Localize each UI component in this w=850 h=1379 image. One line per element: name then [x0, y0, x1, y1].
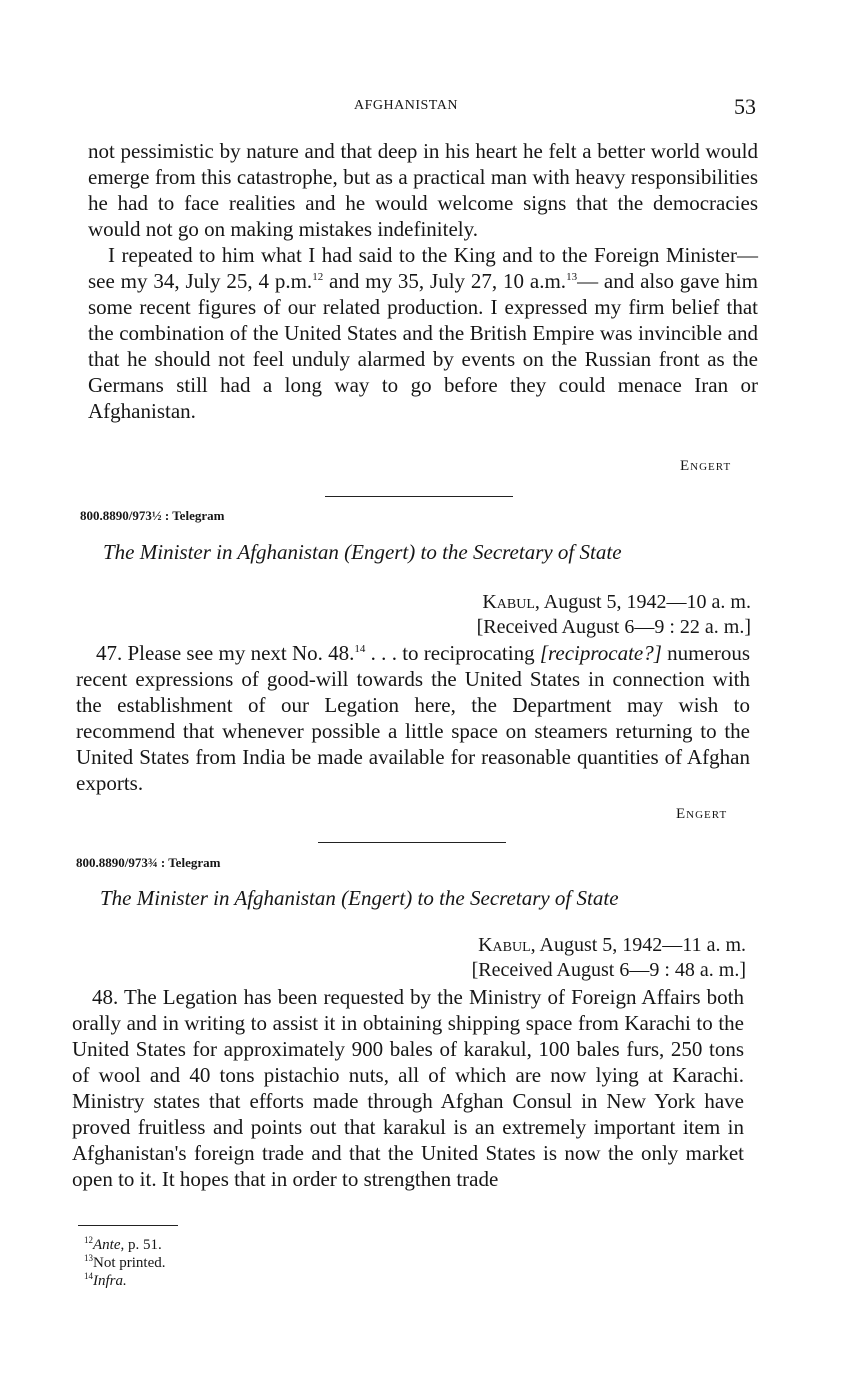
- document-title: The Minister in Afghanistan (Engert) to the Secretary of State: [103, 540, 622, 564]
- dateline-received: [Received August 6—9 : 48 a. m.]: [471, 959, 746, 981]
- dateline-sent: [477, 590, 751, 615]
- document-reference: 800.8890/973¾ : Telegram: [76, 855, 221, 870]
- document-title: The Minister in Afghanistan (Engert) to the Secretary of State: [100, 886, 619, 910]
- dateline: [477, 590, 751, 640]
- telegram-body: [72, 984, 744, 1192]
- running-title: AFGHANISTAN: [354, 98, 458, 113]
- footnote-text: Infra.: [93, 1273, 127, 1289]
- dateline-received: [Received August 6—9 : 22 a. m.]: [476, 616, 751, 638]
- section-divider: [325, 496, 513, 497]
- footnote-ref: 14: [354, 643, 366, 655]
- footnote-mark: 13: [84, 1253, 93, 1263]
- dateline-sent: [472, 933, 746, 958]
- paragraph-text: — and also gave him some recent figures of our related production. I expressed my firm belief that the combination of the United States and the British Empire was invincible and that he should not feel unduly alarmed by events on the Russian front as the Germans still had a long way to go before they could menace Iran or Afghanistan.: [88, 269, 758, 423]
- paragraph-text: . . . to reciprocating: [365, 641, 540, 665]
- footnote-mark: 12: [84, 1235, 93, 1245]
- paragraph-text: I repeated to him what I had said to the King and to the Foreign Minister—see my 34, July 25, 4 p.m.: [88, 243, 758, 293]
- footnotes: [84, 1236, 166, 1290]
- footnote-text: , p. 51.: [120, 1237, 162, 1253]
- footnote: [84, 1254, 166, 1272]
- footnote-divider: [78, 1225, 178, 1226]
- footnote-ref: 12: [312, 271, 324, 283]
- footnote-text: Ante: [93, 1237, 121, 1253]
- signature: Engert: [676, 806, 728, 822]
- dateline: [472, 933, 746, 983]
- page-number: 53: [734, 94, 756, 119]
- document-reference: 800.8890/973½ : Telegram: [80, 508, 225, 523]
- paragraph: [88, 242, 758, 424]
- running-head: [0, 96, 850, 120]
- paragraph-text: numerous recent expressions of good-will towards the United States in connection with the establishment of our Legation here, the Department may wish to recommend that whenever possible a little space on steamers returning to the United States from India be made available for reasonable quantities of Afghan exports.: [76, 641, 750, 795]
- paragraph: [76, 640, 750, 796]
- footnote-ref: 13: [566, 271, 578, 283]
- paragraph-text: 47. Please see my next No. 48.: [96, 641, 355, 665]
- date: , August 5, 1942—11 a. m.: [530, 934, 746, 956]
- paragraph-text: and my 35, July 27, 10 a.m.: [323, 269, 567, 293]
- editorial-insert: [reciprocate?]: [539, 641, 662, 665]
- date: , August 5, 1942—10 a. m.: [534, 591, 751, 613]
- signature: Engert: [680, 458, 732, 474]
- telegram-body: [76, 640, 750, 796]
- continued-text: [88, 138, 758, 424]
- footnote: [84, 1236, 166, 1254]
- section-divider: [318, 842, 506, 843]
- paragraph: 48. The Legation has been requested by the Ministry of Foreign Affairs both orally and in writing to assist it in obtaining shipping space from Karachi to the United States for approximately 900 bales of karakul, 100 bales furs, 250 tons of wool and 40 tons pistachio nuts, all of which are now lying at Karachi. Ministry states that efforts made through Afghan Consul in New York have proved fruitless and points out that karakul is an extremely important item in Afghanistan's foreign trade and that the United States is now the only market open to it. It hopes that in order to strengthen trade: [72, 985, 744, 1191]
- footnote: [84, 1272, 166, 1290]
- paragraph: not pessimistic by nature and that deep in his heart he felt a better world would emerge from this catastrophe, but as a practical man with heavy responsibilities he had to face realities and he would welcome signs that the democracies would not go on making mistakes indefinitely.: [88, 139, 758, 241]
- place: Kabul: [478, 934, 531, 956]
- footnote-mark: 14: [84, 1271, 93, 1281]
- footnote-text: Not printed.: [93, 1255, 166, 1271]
- place: Kabul: [482, 591, 535, 613]
